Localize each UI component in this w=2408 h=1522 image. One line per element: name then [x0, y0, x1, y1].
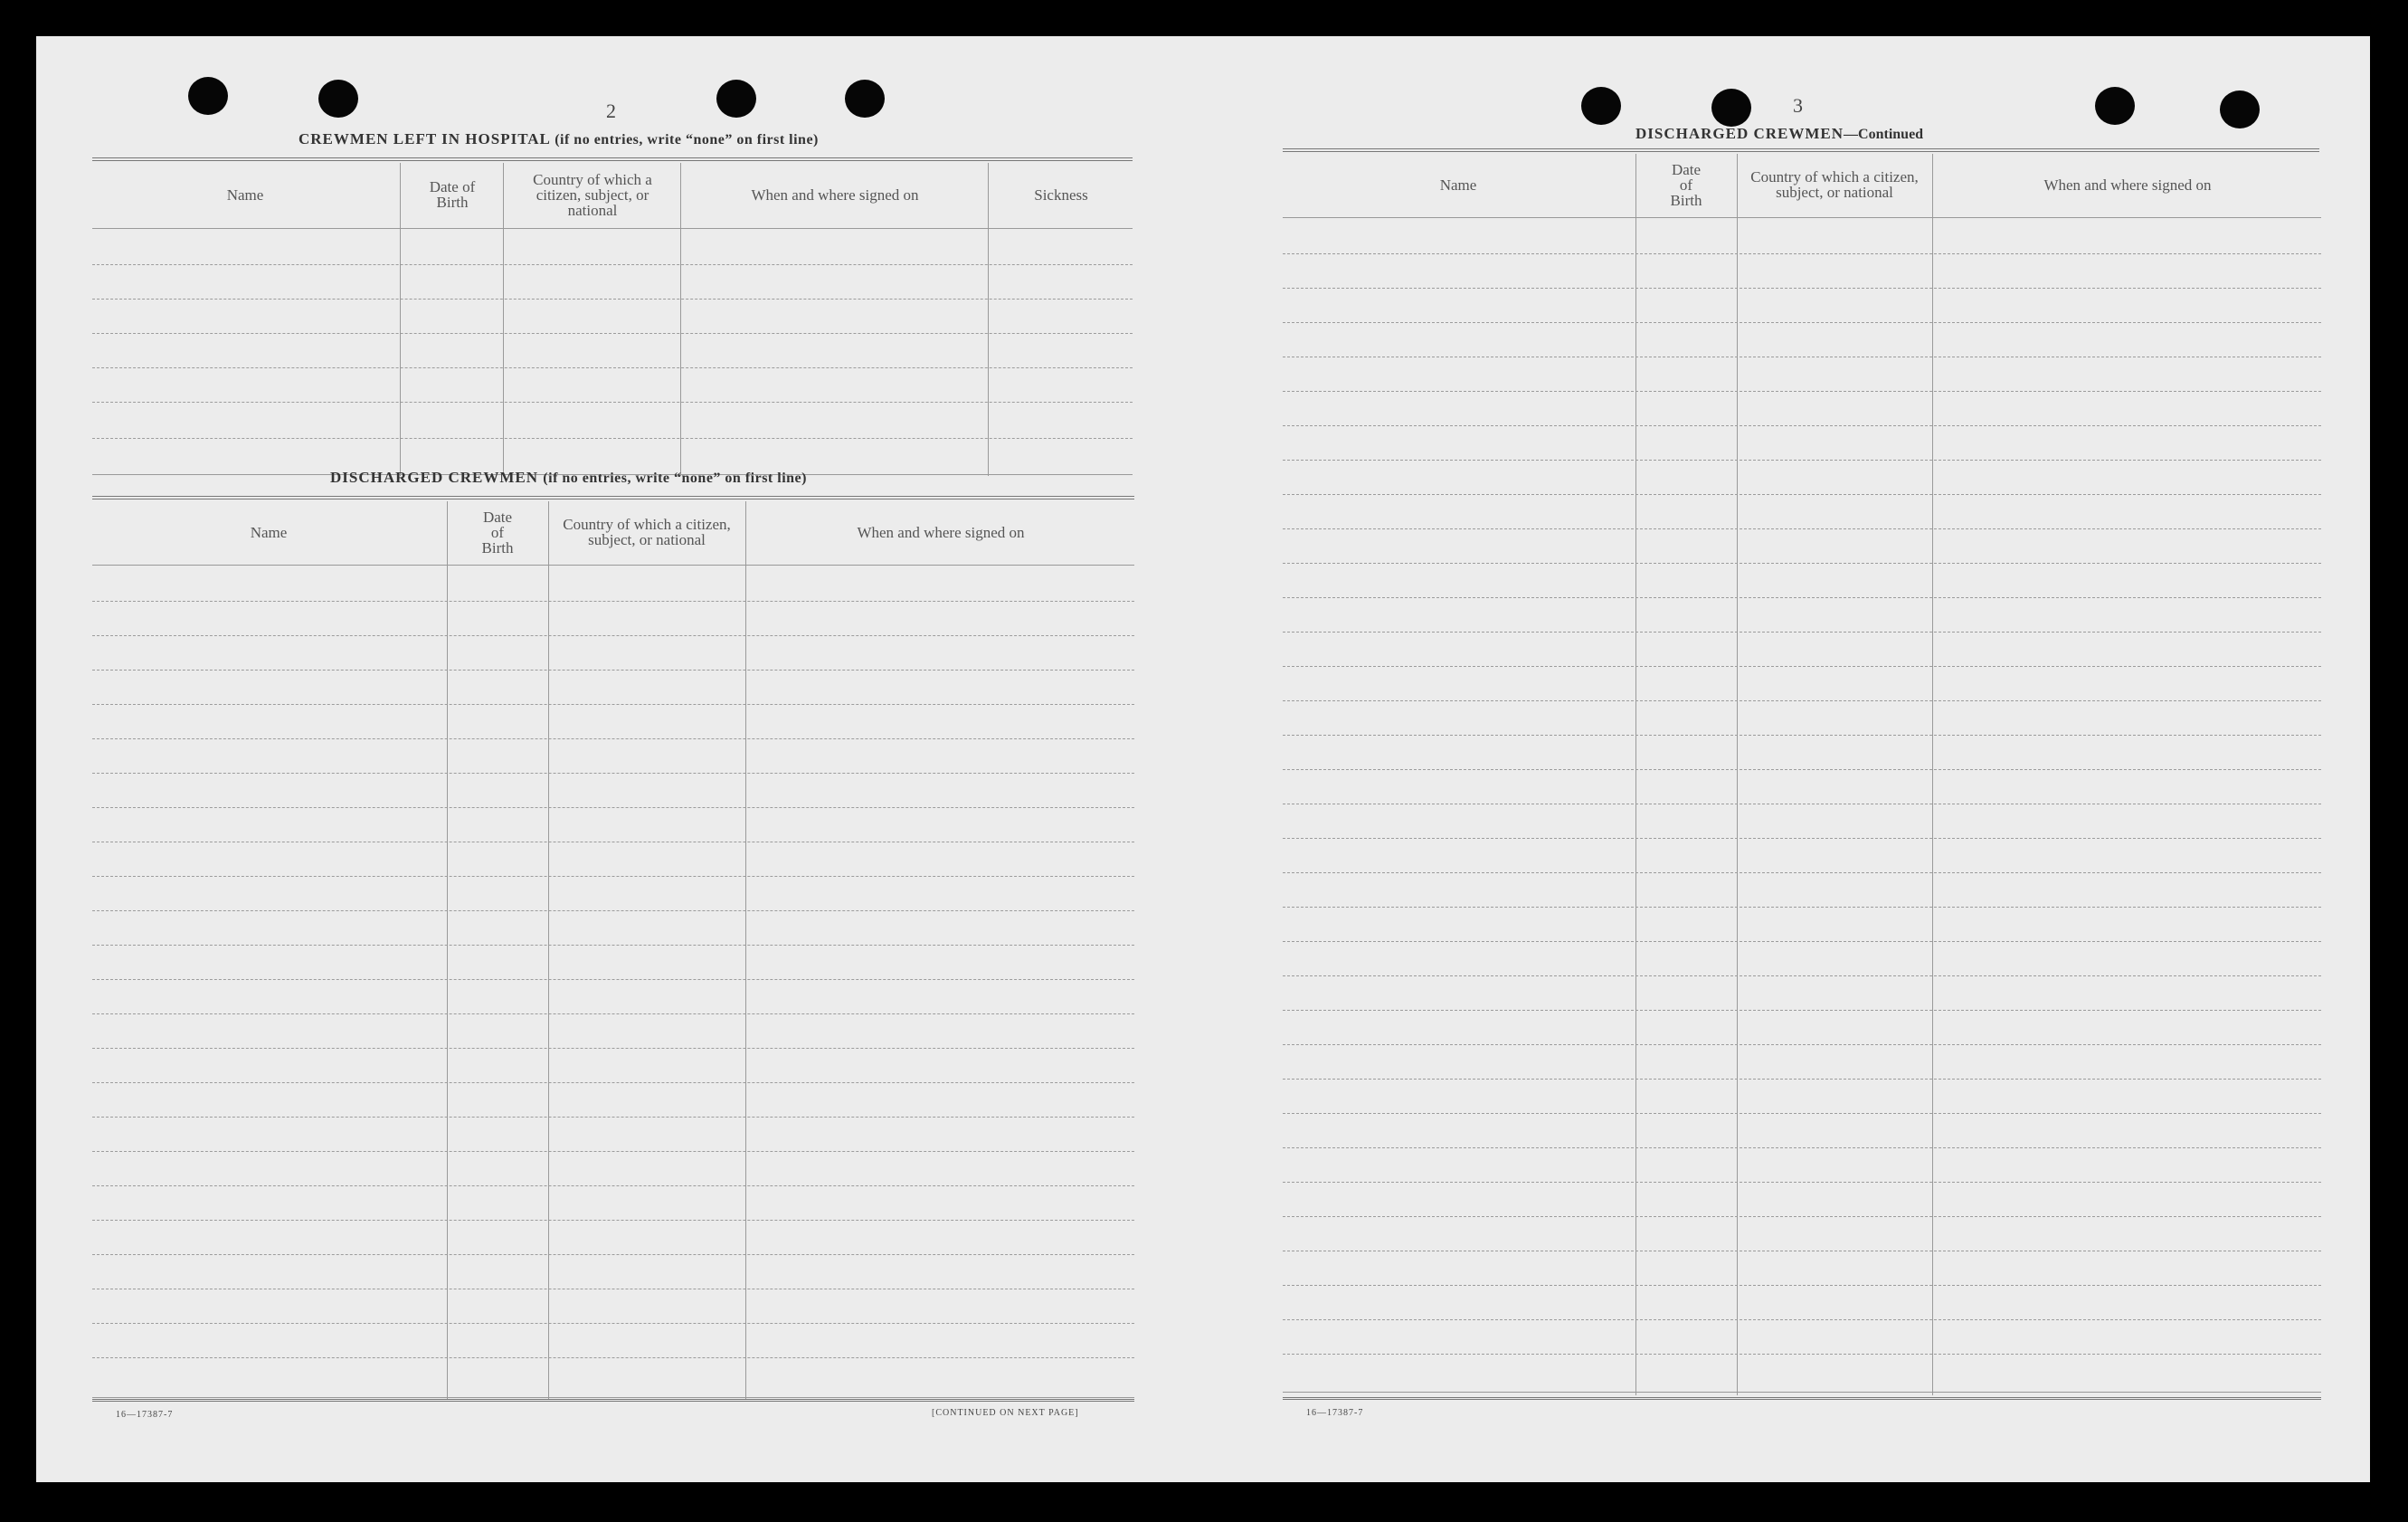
table-row	[92, 1117, 1134, 1118]
discharged-section-title	[330, 469, 807, 487]
right-discharged-table	[1283, 154, 2321, 1403]
table-row	[92, 1151, 1134, 1152]
table-bottom	[92, 1397, 1134, 1398]
table-row	[92, 264, 1133, 265]
hospital-col-dob: Date of Birth	[429, 178, 476, 211]
table-row	[92, 979, 1134, 980]
right-title-suffix: —Continued	[1844, 127, 1924, 142]
column-divider	[503, 163, 504, 476]
punch-hole	[1711, 89, 1751, 127]
table-row	[1283, 1319, 2321, 1320]
left-bottom-rule	[92, 1399, 1134, 1402]
column-divider	[1932, 154, 1933, 1395]
right-col-dob: Date of Birth	[1670, 160, 1702, 209]
table-row	[92, 1220, 1134, 1221]
table-row	[1283, 494, 2321, 495]
discharged-col-country: Country of which a citizen, subject, or national	[563, 516, 731, 548]
table-row	[92, 704, 1134, 705]
left-form-number: 16—17387-7	[116, 1410, 174, 1420]
table-row	[1283, 1010, 2321, 1011]
discharged-instruction-text: (if no entries, write “none” on first line)	[543, 471, 807, 486]
punch-hole	[318, 80, 358, 118]
table-row	[92, 1254, 1134, 1255]
table-row	[1283, 666, 2321, 667]
table-row	[92, 1323, 1134, 1324]
table-row	[1283, 838, 2321, 839]
table-row	[1283, 563, 2321, 564]
table-row	[1283, 528, 2321, 529]
header-underline	[1283, 217, 2321, 218]
column-divider	[1635, 154, 1636, 1395]
hospital-section-title	[299, 130, 819, 148]
table-row	[1283, 288, 2321, 289]
right-title-text: DISCHARGED CREWMEN	[1635, 125, 1844, 142]
table-row	[1283, 253, 2321, 254]
table-row	[92, 1013, 1134, 1014]
table-row	[92, 910, 1134, 911]
hospital-title-text: CREWMEN LEFT IN HOSPITAL	[299, 130, 550, 147]
punch-hole	[845, 80, 885, 118]
table-row	[1283, 632, 2321, 633]
hospital-col-sickness: Sickness	[1034, 185, 1088, 204]
table-row	[92, 299, 1133, 300]
discharged-top-rule	[92, 496, 1134, 499]
header-underline	[92, 228, 1133, 229]
discharged-col-dob: Date of Birth	[481, 508, 514, 556]
table-row	[1283, 872, 2321, 873]
table-row	[92, 438, 1133, 439]
page-number-right: 3	[1793, 94, 1803, 117]
table-row	[1283, 735, 2321, 736]
punch-hole	[716, 80, 756, 118]
table-row	[1283, 322, 2321, 323]
table-row	[92, 773, 1134, 774]
table-row	[1283, 1113, 2321, 1114]
hospital-instruction-text: (if no entries, write “none” on first line)	[555, 132, 819, 147]
header-underline	[92, 565, 1134, 566]
hospital-top-rule	[92, 157, 1133, 161]
column-divider	[988, 163, 989, 476]
table-bottom	[1283, 1392, 2321, 1393]
hospital-col-signed-on: When and where signed on	[751, 185, 919, 204]
table-row	[1283, 597, 2321, 598]
hospital-col-country: Country of which a citizen, subject, or national	[533, 170, 652, 219]
table-row	[92, 601, 1134, 602]
hospital-col-name: Name	[226, 185, 264, 204]
right-col-country: Country of which a citizen, subject, or national	[1750, 168, 1919, 201]
table-row	[92, 1357, 1134, 1358]
discharged-table	[92, 501, 1134, 1410]
table-row	[92, 1082, 1134, 1083]
discharged-title-text: DISCHARGED CREWMEN	[330, 469, 539, 486]
document-sheet	[36, 36, 2370, 1482]
table-row	[1283, 391, 2321, 392]
continued-note: [CONTINUED ON NEXT PAGE]	[932, 1408, 1079, 1418]
right-bottom-rule	[1283, 1397, 2321, 1400]
column-divider	[1737, 154, 1738, 1395]
table-row	[1283, 460, 2321, 461]
right-section-title	[1635, 125, 1923, 143]
table-row	[1283, 769, 2321, 770]
right-top-rule	[1283, 148, 2319, 152]
punch-hole	[1581, 87, 1621, 125]
discharged-col-signed-on: When and where signed on	[857, 523, 1025, 541]
table-row	[92, 807, 1134, 808]
table-row	[1283, 907, 2321, 908]
table-row	[1283, 1354, 2321, 1355]
table-row	[1283, 1044, 2321, 1045]
discharged-col-name: Name	[250, 523, 288, 541]
table-row	[92, 876, 1134, 877]
right-col-signed-on: When and where signed on	[2043, 176, 2212, 194]
table-row	[1283, 425, 2321, 426]
table-row	[92, 402, 1133, 403]
table-row	[92, 945, 1134, 946]
table-row	[1283, 1285, 2321, 1286]
table-row	[92, 367, 1133, 368]
page-number-left: 2	[606, 100, 616, 122]
table-row	[92, 1185, 1134, 1186]
table-row	[92, 738, 1134, 739]
punch-hole	[2220, 90, 2260, 128]
column-divider	[400, 163, 401, 476]
table-row	[1283, 1182, 2321, 1183]
hospital-table	[92, 163, 1133, 478]
table-row	[92, 670, 1134, 671]
table-row	[92, 635, 1134, 636]
table-row	[1283, 1147, 2321, 1148]
right-col-name: Name	[1439, 176, 1477, 194]
table-row	[1283, 700, 2321, 701]
table-row	[92, 1048, 1134, 1049]
table-row	[1283, 1079, 2321, 1080]
punch-hole	[188, 77, 228, 115]
table-row	[1283, 941, 2321, 942]
punch-hole	[2095, 87, 2135, 125]
right-form-number: 16—17387-7	[1306, 1408, 1364, 1418]
table-row	[1283, 975, 2321, 976]
table-row	[92, 333, 1133, 334]
column-divider	[680, 163, 681, 476]
table-row	[1283, 1216, 2321, 1217]
